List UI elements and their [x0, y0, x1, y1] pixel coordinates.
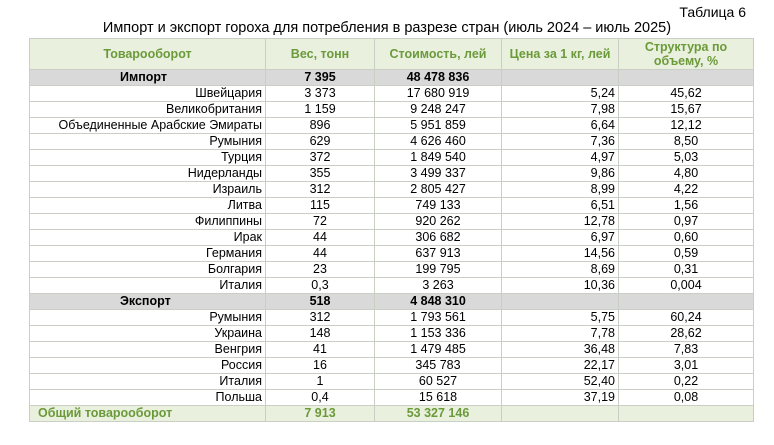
header-share: Структура по объему, %	[619, 39, 754, 70]
weight-cell: 312	[266, 182, 375, 198]
table-row	[30, 262, 754, 278]
import-label: Импорт	[30, 70, 266, 86]
price-cell: 52,40	[502, 374, 619, 390]
table-row	[30, 166, 754, 182]
value-cell: 1 153 336	[375, 326, 502, 342]
table-row	[30, 86, 754, 102]
price-cell: 12,78	[502, 214, 619, 230]
table-row	[30, 182, 754, 198]
country-cell: Швейцария	[30, 86, 266, 102]
country-cell: Филиппины	[30, 214, 266, 230]
price-cell: 7,36	[502, 134, 619, 150]
table-row	[30, 150, 754, 166]
value-cell: 60 527	[375, 374, 502, 390]
share-cell: 28,62	[619, 326, 754, 342]
import-share	[619, 70, 754, 86]
share-cell: 15,67	[619, 102, 754, 118]
price-cell: 37,19	[502, 390, 619, 406]
trade-table	[29, 38, 754, 422]
weight-cell: 0,3	[266, 278, 375, 294]
table-row	[30, 246, 754, 262]
export-label: Экспорт	[30, 294, 266, 310]
price-cell: 5,24	[502, 86, 619, 102]
share-cell: 0,60	[619, 230, 754, 246]
header-row	[30, 39, 754, 70]
country-cell: Болгария	[30, 262, 266, 278]
weight-cell: 44	[266, 246, 375, 262]
value-cell: 749 133	[375, 198, 502, 214]
export-price	[502, 294, 619, 310]
price-cell: 8,69	[502, 262, 619, 278]
value-cell: 306 682	[375, 230, 502, 246]
value-cell: 9 248 247	[375, 102, 502, 118]
header-price: Цена за 1 кг, лей	[502, 39, 619, 70]
country-cell: Италия	[30, 374, 266, 390]
country-cell: Ирак	[30, 230, 266, 246]
share-cell: 0,004	[619, 278, 754, 294]
share-cell: 8,50	[619, 134, 754, 150]
table-row	[30, 326, 754, 342]
price-cell: 10,36	[502, 278, 619, 294]
weight-cell: 44	[266, 230, 375, 246]
price-cell: 7,78	[502, 326, 619, 342]
export-value: 4 848 310	[375, 294, 502, 310]
share-cell: 60,24	[619, 310, 754, 326]
table-row	[30, 230, 754, 246]
country-cell: Россия	[30, 358, 266, 374]
value-cell: 17 680 919	[375, 86, 502, 102]
export-share	[619, 294, 754, 310]
price-cell: 9,86	[502, 166, 619, 182]
price-cell: 14,56	[502, 246, 619, 262]
weight-cell: 3 373	[266, 86, 375, 102]
weight-cell: 41	[266, 342, 375, 358]
import-section-row	[30, 70, 754, 86]
value-cell: 2 805 427	[375, 182, 502, 198]
table-row	[30, 198, 754, 214]
weight-cell: 1	[266, 374, 375, 390]
price-cell: 22,17	[502, 358, 619, 374]
share-cell: 1,56	[619, 198, 754, 214]
share-cell: 0,59	[619, 246, 754, 262]
table-row	[30, 102, 754, 118]
share-cell: 0,22	[619, 374, 754, 390]
table-row	[30, 310, 754, 326]
price-cell: 6,97	[502, 230, 619, 246]
import-price	[502, 70, 619, 86]
value-cell: 637 913	[375, 246, 502, 262]
table-caption: Таблица 6	[679, 4, 746, 20]
country-cell: Украина	[30, 326, 266, 342]
share-cell: 7,83	[619, 342, 754, 358]
weight-cell: 1 159	[266, 102, 375, 118]
value-cell: 4 626 460	[375, 134, 502, 150]
total-label: Общий товарооборот	[30, 406, 266, 422]
value-cell: 3 499 337	[375, 166, 502, 182]
table-row	[30, 358, 754, 374]
export-weight: 518	[266, 294, 375, 310]
share-cell: 12,12	[619, 118, 754, 134]
price-cell: 5,75	[502, 310, 619, 326]
header-trade: Товарооборот	[30, 39, 266, 70]
weight-cell: 115	[266, 198, 375, 214]
country-cell: Литва	[30, 198, 266, 214]
share-cell: 0,97	[619, 214, 754, 230]
value-cell: 1 849 540	[375, 150, 502, 166]
weight-cell: 72	[266, 214, 375, 230]
export-section-row	[30, 294, 754, 310]
price-cell: 7,98	[502, 102, 619, 118]
table-row	[30, 342, 754, 358]
total-weight: 7 913	[266, 406, 375, 422]
value-cell: 199 795	[375, 262, 502, 278]
value-cell: 920 262	[375, 214, 502, 230]
import-weight: 7 395	[266, 70, 375, 86]
country-cell: Израиль	[30, 182, 266, 198]
weight-cell: 312	[266, 310, 375, 326]
table-row	[30, 134, 754, 150]
total-price	[502, 406, 619, 422]
value-cell: 5 951 859	[375, 118, 502, 134]
price-cell: 8,99	[502, 182, 619, 198]
country-cell: Венгрия	[30, 342, 266, 358]
weight-cell: 355	[266, 166, 375, 182]
country-cell: Польша	[30, 390, 266, 406]
value-cell: 345 783	[375, 358, 502, 374]
country-cell: Италия	[30, 278, 266, 294]
table-row	[30, 118, 754, 134]
country-cell: Румыния	[30, 310, 266, 326]
country-cell: Объединенные Арабские Эмираты	[30, 118, 266, 134]
price-cell: 6,51	[502, 198, 619, 214]
table-row	[30, 278, 754, 294]
import-value: 48 478 836	[375, 70, 502, 86]
country-cell: Турция	[30, 150, 266, 166]
share-cell: 0,31	[619, 262, 754, 278]
table-row	[30, 390, 754, 406]
country-cell: Румыния	[30, 134, 266, 150]
country-cell: Нидерланды	[30, 166, 266, 182]
table-row	[30, 214, 754, 230]
total-share	[619, 406, 754, 422]
total-value: 53 327 146	[375, 406, 502, 422]
price-cell: 36,48	[502, 342, 619, 358]
value-cell: 1 793 561	[375, 310, 502, 326]
share-cell: 0,08	[619, 390, 754, 406]
value-cell: 3 263	[375, 278, 502, 294]
weight-cell: 0,4	[266, 390, 375, 406]
table-title: Импорт и экспорт гороха для потребления в разрезе стран (июль 2024 – июль 2025)	[102, 20, 672, 36]
total-row	[30, 406, 754, 422]
share-cell: 4,22	[619, 182, 754, 198]
weight-cell: 16	[266, 358, 375, 374]
weight-cell: 23	[266, 262, 375, 278]
value-cell: 1 479 485	[375, 342, 502, 358]
weight-cell: 629	[266, 134, 375, 150]
value-cell: 15 618	[375, 390, 502, 406]
weight-cell: 148	[266, 326, 375, 342]
share-cell: 45,62	[619, 86, 754, 102]
share-cell: 4,80	[619, 166, 754, 182]
country-cell: Германия	[30, 246, 266, 262]
share-cell: 3,01	[619, 358, 754, 374]
header-value: Стоимость, лей	[375, 39, 502, 70]
price-cell: 6,64	[502, 118, 619, 134]
table-row	[30, 374, 754, 390]
share-cell: 5,03	[619, 150, 754, 166]
price-cell: 4,97	[502, 150, 619, 166]
weight-cell: 896	[266, 118, 375, 134]
header-weight: Вес, тонн	[266, 39, 375, 70]
country-cell: Великобритания	[30, 102, 266, 118]
weight-cell: 372	[266, 150, 375, 166]
